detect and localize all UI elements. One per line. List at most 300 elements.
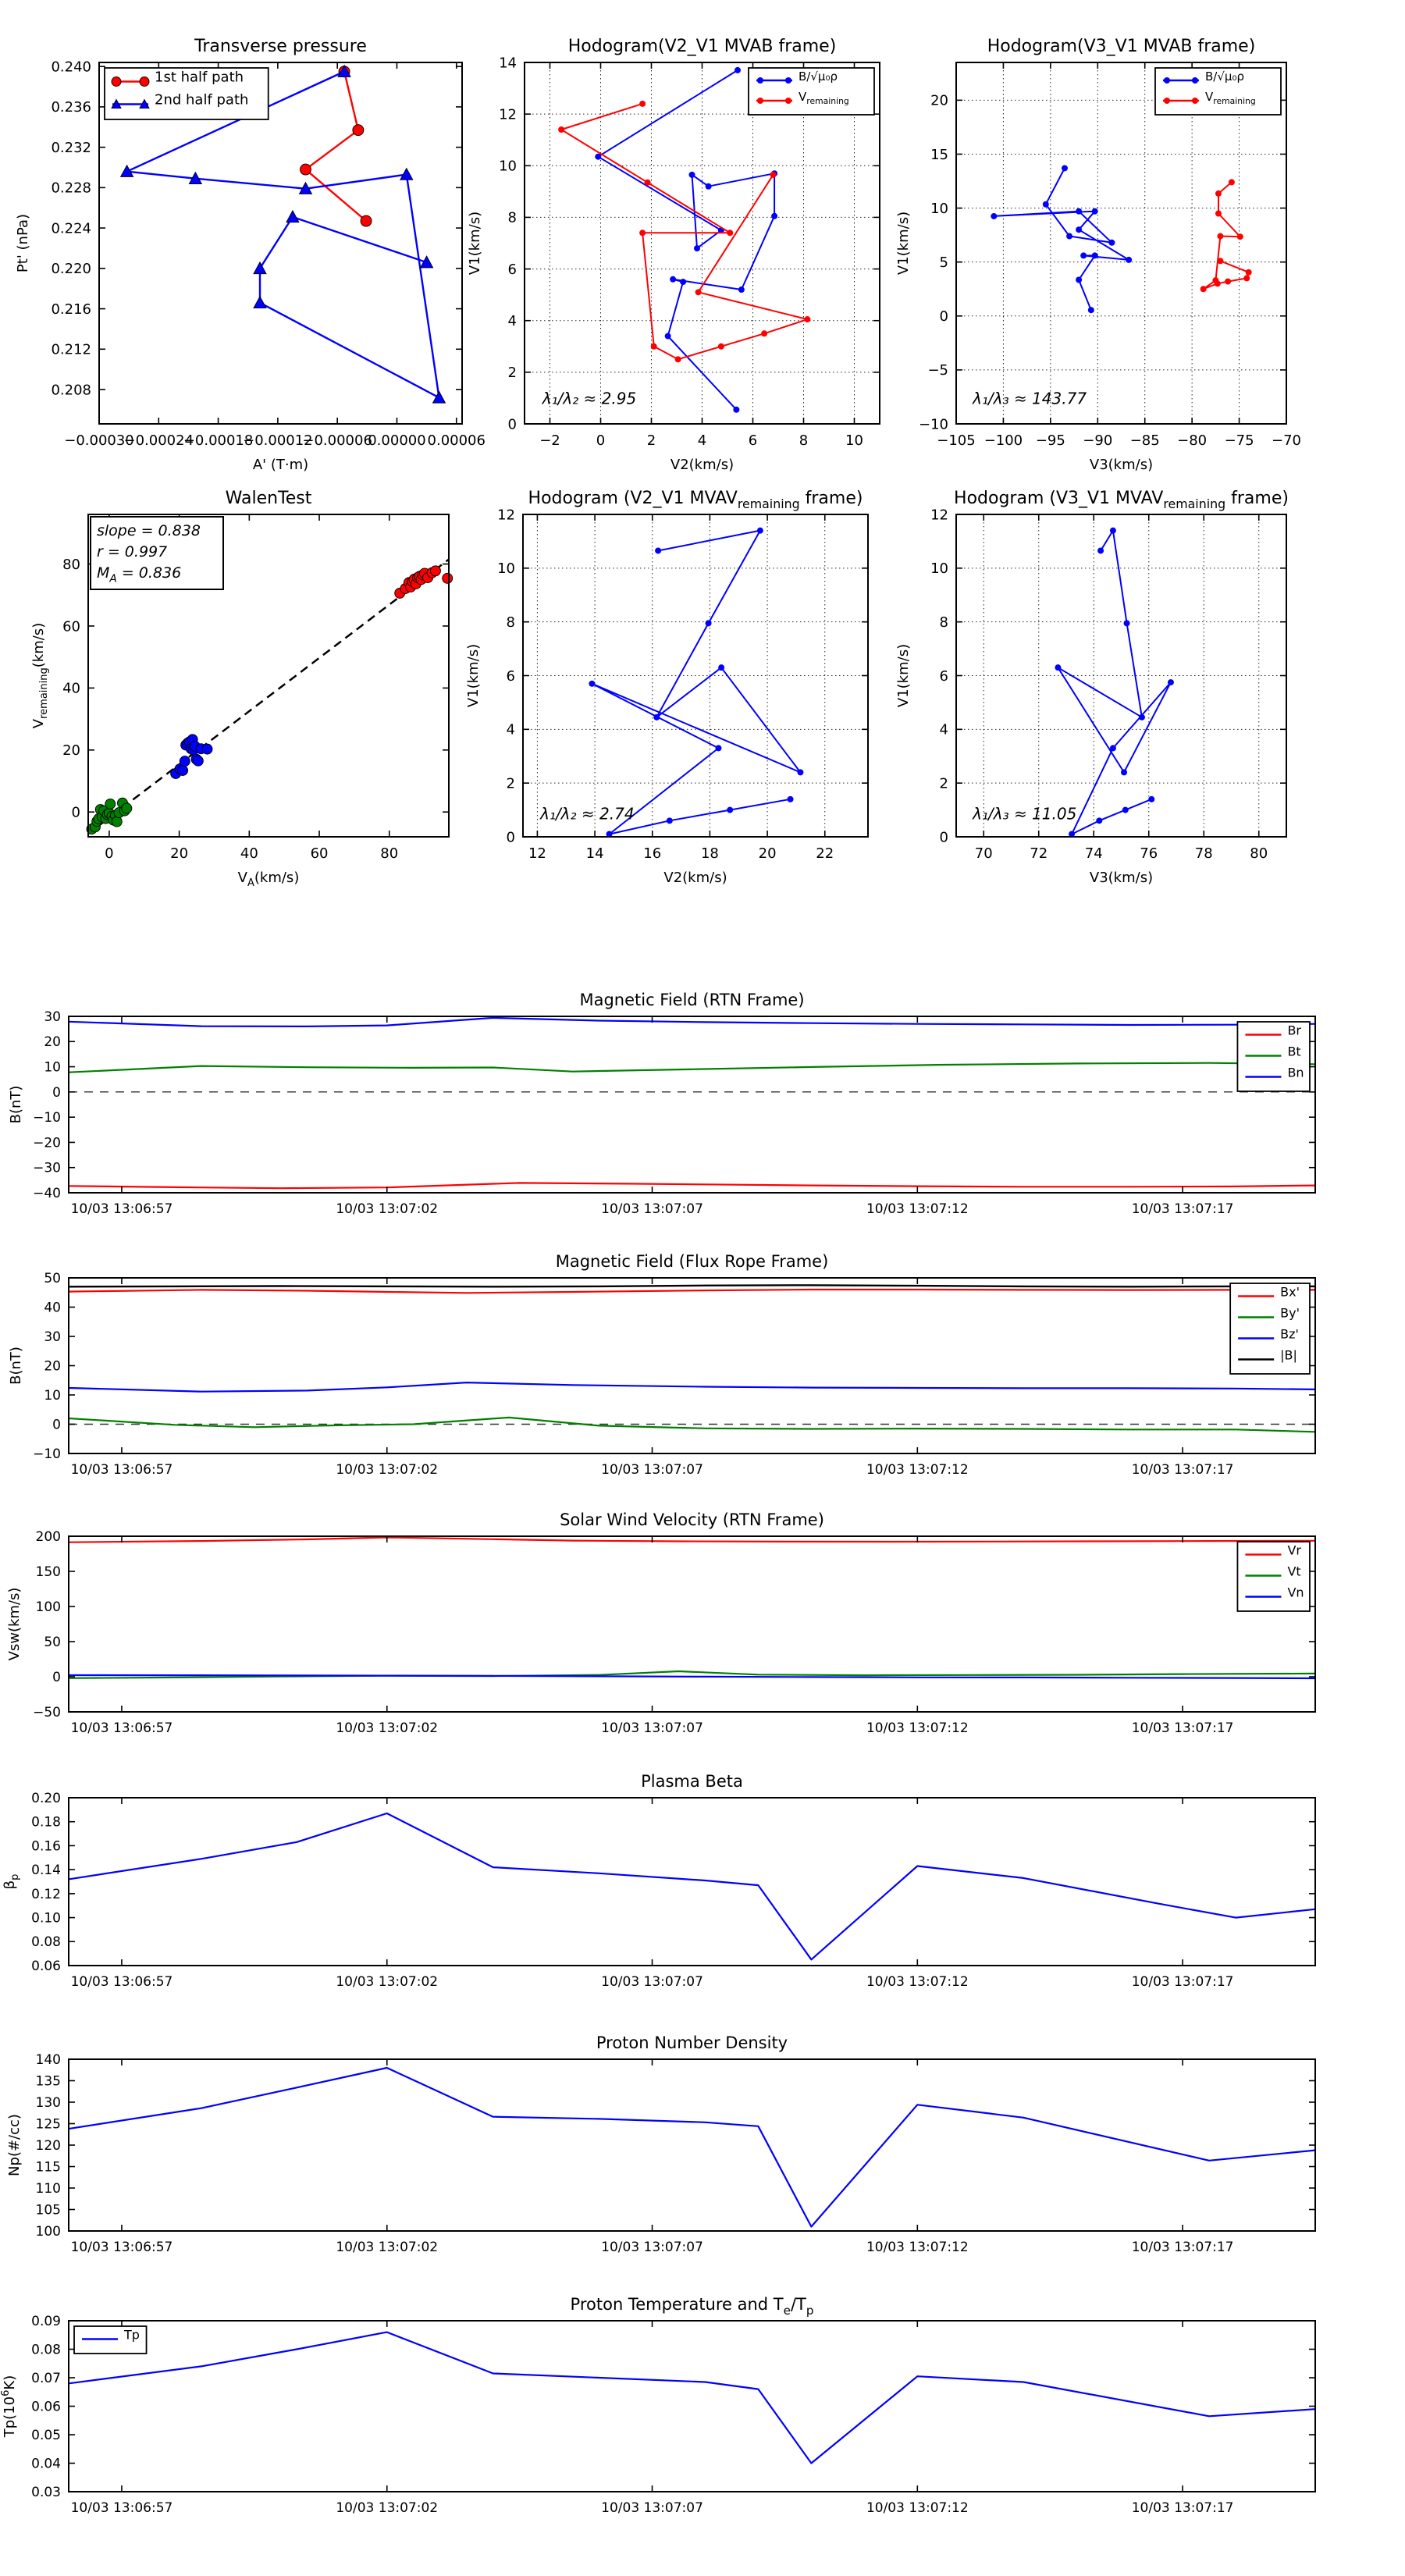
transverse_pressure-ylabel: Pt' (nPa) bbox=[15, 213, 31, 273]
b_flux_rope-x-tick-label: 10/03 13:07:12 bbox=[866, 1462, 969, 1478]
hodogram_v2v1_mvab-marker-V-remaining bbox=[675, 356, 681, 362]
hodogram_v3v1_mvav-marker-V-path bbox=[1122, 807, 1129, 813]
proton_temperature-x-tick-label: 10/03 13:07:02 bbox=[336, 2500, 439, 2516]
hodogram_v2v1_mvab-marker-V-remaining bbox=[645, 180, 651, 186]
hodogram_v3v1_mvab-y-tick-label: 15 bbox=[930, 146, 948, 163]
hodogram_v2v1_mvab-marker-B-over-sqrt-mu0rho bbox=[665, 333, 671, 340]
hodogram_v2v1_mvav-y-tick-label: 2 bbox=[506, 775, 515, 792]
proton_temperature-ylabel: $Tp(10^6K)$ bbox=[0, 2375, 18, 2438]
hodogram_v3v1_mvab-xlabel: V3(km/s) bbox=[1089, 457, 1154, 473]
walen_test-marker-cluster-green bbox=[122, 803, 132, 813]
hodogram_v2v1_mvav-y-tick-label: 8 bbox=[506, 614, 515, 631]
vsw_rtn-x-tick-label: 10/03 13:07:02 bbox=[336, 1720, 439, 1736]
hodogram_v2v1_mvav-y-tick-label: 6 bbox=[506, 667, 515, 685]
hodogram_v3v1_mvav-marker-V-path bbox=[1096, 817, 1102, 824]
hodogram_v3v1_mvab-legend bbox=[1155, 68, 1281, 115]
vsw_rtn-y-tick-label: 200 bbox=[35, 1528, 61, 1545]
transverse_pressure-y-tick-label: 0.236 bbox=[51, 99, 91, 116]
hodogram_v3v1_mvab-marker-V-remaining bbox=[1217, 233, 1223, 240]
hodogram_v3v1_mvav-x-tick-label: 80 bbox=[1250, 845, 1268, 862]
plasma_beta-x-tick-label: 10/03 13:07:12 bbox=[866, 1974, 969, 1990]
proton_temperature-legend-label: Tp bbox=[124, 2327, 140, 2343]
b_rtn-x-tick-label: 10/03 13:06:57 bbox=[70, 1201, 173, 1217]
hodogram_v2v1_mvav-annotation: λ₁/λ₂ ≈ 2.74 bbox=[540, 804, 635, 824]
vsw_rtn-x-tick-label: 10/03 13:07:12 bbox=[866, 1720, 969, 1736]
hodogram_v3v1_mvab-y-tick-label: 10 bbox=[930, 200, 948, 217]
hodogram_v2v1_mvav-y-tick-label: 12 bbox=[497, 507, 515, 524]
walen_test-stats-line: r = 0.997 bbox=[97, 543, 168, 560]
b_rtn-y-tick-label: −30 bbox=[33, 1160, 61, 1176]
hodogram_v3v1_mvav-annotation: λ₁/λ₃ ≈ 11.05 bbox=[973, 804, 1077, 824]
b_rtn-ylabel: B(nT) bbox=[8, 1085, 24, 1124]
vsw_rtn-y-tick-label: 0 bbox=[52, 1669, 61, 1685]
hodogram_v2v1_mvab-legend-marker bbox=[757, 77, 763, 84]
hodogram_v3v1_mvab-marker-V-remaining bbox=[1246, 269, 1252, 276]
b_rtn-y-tick-label: −10 bbox=[33, 1110, 61, 1126]
hodogram_v2v1_mvav-y-tick-label: 10 bbox=[497, 560, 515, 578]
proton_density-y-tick-label: 125 bbox=[35, 2116, 61, 2133]
plasma_beta-y-tick-label: 0.06 bbox=[31, 1958, 61, 1974]
b_flux_rope-legend-label: |B| bbox=[1280, 1347, 1297, 1363]
hodogram_v2v1_mvav-x-tick-label: 14 bbox=[585, 845, 604, 862]
transverse_pressure-legend-marker bbox=[140, 77, 149, 87]
hodogram_v2v1_mvab-x-tick-label: 10 bbox=[845, 432, 863, 449]
b_rtn-x-tick-label: 10/03 13:07:17 bbox=[1131, 1201, 1234, 1217]
walen_test-y-tick-label: 0 bbox=[71, 804, 80, 821]
b_flux_rope-y-tick-label: 30 bbox=[44, 1329, 61, 1345]
vsw_rtn-y-tick-label: 100 bbox=[35, 1599, 61, 1615]
hodogram_v2v1_mvav-marker-V-path bbox=[589, 681, 595, 687]
plasma_beta-x-tick-label: 10/03 13:07:07 bbox=[601, 1974, 703, 1990]
walen_test-marker-cluster-blue bbox=[202, 744, 212, 754]
hodogram_v2v1_mvav-marker-V-path bbox=[667, 817, 673, 824]
transverse_pressure-xlabel: A' (T·m) bbox=[252, 457, 309, 473]
hodogram_v3v1_mvav-ylabel: V1(km/s) bbox=[895, 643, 912, 708]
hodogram_v3v1_mvav-y-tick-label: 6 bbox=[939, 667, 948, 685]
b_flux_rope-legend bbox=[1230, 1283, 1310, 1374]
hodogram_v3v1_mvab-legend-marker bbox=[1164, 98, 1170, 104]
hodogram_v3v1_mvab-legend-label: $V_{remaining}$ bbox=[1205, 90, 1256, 107]
hodogram_v2v1_mvab-marker-B-over-sqrt-mu0rho bbox=[680, 279, 686, 285]
hodogram_v3v1_mvab-x-tick-label: −100 bbox=[984, 432, 1023, 449]
plasma_beta-title: Plasma Beta bbox=[641, 1772, 743, 1791]
walen_test-y-tick-label: 40 bbox=[62, 680, 80, 697]
hodogram_v3v1_mvab-marker-B-over-sqrt-mu0rho bbox=[1080, 252, 1087, 258]
hodogram_v3v1_mvab-x-tick-label: −85 bbox=[1129, 432, 1160, 449]
b_flux_rope-y-tick-label: 40 bbox=[44, 1300, 61, 1316]
b_rtn-x-tick-label: 10/03 13:07:07 bbox=[601, 1201, 703, 1217]
transverse_pressure-y-tick-label: 0.212 bbox=[51, 341, 91, 358]
plasma_beta-x-tick-label: 10/03 13:06:57 bbox=[70, 1974, 173, 1990]
transverse_pressure-y-tick-label: 0.216 bbox=[51, 301, 91, 318]
proton_temperature-y-tick-label: 0.03 bbox=[31, 2484, 61, 2500]
b_flux_rope-x-tick-label: 10/03 13:07:02 bbox=[336, 1462, 439, 1478]
b_flux_rope-legend-label: Bx' bbox=[1280, 1284, 1300, 1300]
hodogram_v3v1_mvab-x-tick-label: −95 bbox=[1035, 432, 1065, 449]
vsw_rtn-legend-label: Vt bbox=[1287, 1564, 1301, 1579]
hodogram_v3v1_mvab-marker-V-remaining bbox=[1225, 279, 1231, 285]
hodogram_v2v1_mvab-xlabel: V2(km/s) bbox=[670, 457, 735, 473]
hodogram_v3v1_mvab-y-tick-label: −5 bbox=[927, 362, 948, 379]
hodogram_v3v1_mvab-x-tick-label: −75 bbox=[1224, 432, 1254, 449]
walen_test-y-tick-label: 20 bbox=[62, 742, 80, 760]
proton_density-y-tick-label: 140 bbox=[35, 2051, 61, 2068]
proton_density-title: Proton Number Density bbox=[596, 2033, 788, 2052]
transverse_pressure-y-tick-label: 0.232 bbox=[51, 139, 91, 156]
hodogram_v2v1_mvab-marker-V-remaining bbox=[718, 343, 724, 350]
hodogram_v3v1_mvab-legend-marker bbox=[1192, 77, 1198, 84]
hodogram_v3v1_mvab-y-tick-label: 0 bbox=[939, 308, 948, 326]
hodogram_v3v1_mvav-marker-V-path bbox=[1055, 664, 1061, 671]
hodogram_v3v1_mvav-marker-V-path bbox=[1124, 620, 1130, 626]
walen_test-stats-line: slope = 0.838 bbox=[97, 522, 201, 539]
hodogram_v3v1_mvab-marker-B-over-sqrt-mu0rho bbox=[1126, 257, 1132, 263]
proton_temperature-y-tick-label: 0.05 bbox=[31, 2427, 61, 2443]
hodogram_v2v1_mvav-x-tick-label: 12 bbox=[528, 845, 546, 862]
hodogram_v2v1_mvab-y-tick-label: 14 bbox=[499, 55, 517, 72]
hodogram_v2v1_mvab-legend-marker bbox=[785, 98, 791, 104]
hodogram_v3v1_mvav-y-tick-label: 8 bbox=[939, 614, 948, 631]
proton_temperature-legend bbox=[74, 2326, 147, 2354]
hodogram_v3v1_mvab-x-tick-label: −70 bbox=[1272, 432, 1301, 449]
proton_density-x-tick-label: 10/03 13:07:12 bbox=[866, 2240, 969, 2255]
hodogram_v2v1_mvab-marker-B-over-sqrt-mu0rho bbox=[694, 245, 700, 251]
transverse_pressure-marker-1st-half-path bbox=[300, 164, 311, 175]
hodogram_v3v1_mvav-x-tick-label: 74 bbox=[1084, 845, 1103, 862]
hodogram_v3v1_mvab-marker-B-over-sqrt-mu0rho bbox=[1066, 233, 1072, 240]
hodogram_v3v1_mvab-marker-B-over-sqrt-mu0rho bbox=[1062, 165, 1068, 171]
hodogram_v3v1_mvav-xlabel: V3(km/s) bbox=[1089, 870, 1154, 886]
plasma_beta-y-tick-label: 0.20 bbox=[31, 1790, 61, 1806]
hodogram_v3v1_mvav-y-tick-label: 10 bbox=[930, 560, 948, 578]
transverse_pressure-y-tick-label: 0.228 bbox=[51, 180, 91, 197]
hodogram_v2v1_mvab-marker-B-over-sqrt-mu0rho bbox=[706, 183, 712, 190]
proton_density-y-tick-label: 105 bbox=[35, 2202, 61, 2218]
b_flux_rope-y-tick-label: −10 bbox=[33, 1446, 61, 1462]
b_rtn-legend-label: Br bbox=[1287, 1023, 1302, 1038]
hodogram_v2v1_mvab-x-tick-label: 0 bbox=[596, 432, 606, 449]
walen_test-marker-cluster-red bbox=[430, 566, 440, 576]
hodogram_v3v1_mvav-y-tick-label: 4 bbox=[939, 721, 948, 738]
hodogram_v3v1_mvav-y-tick-label: 12 bbox=[930, 507, 948, 524]
b_rtn-y-tick-label: −40 bbox=[33, 1185, 61, 1201]
hodogram_v3v1_mvav-marker-V-path bbox=[1168, 679, 1174, 685]
hodogram_v2v1_mvav-x-tick-label: 18 bbox=[700, 845, 719, 862]
b_rtn-y-tick-label: 0 bbox=[52, 1084, 61, 1101]
proton_density-x-tick-label: 10/03 13:07:02 bbox=[336, 2240, 439, 2255]
vsw_rtn-x-tick-label: 10/03 13:07:07 bbox=[601, 1720, 703, 1736]
hodogram_v2v1_mvab-annotation: λ₁/λ₂ ≈ 2.95 bbox=[542, 389, 637, 408]
walen_test-y-tick-label: 60 bbox=[62, 618, 80, 635]
b_flux_rope-legend-label: Bz' bbox=[1280, 1326, 1299, 1342]
hodogram_v3v1_mvab-marker-V-remaining bbox=[1215, 210, 1222, 216]
plasma_beta-x-tick-label: 10/03 13:07:02 bbox=[336, 1974, 439, 1990]
hodogram_v2v1_mvab-x-tick-label: 2 bbox=[646, 432, 656, 449]
hodogram_v3v1_mvav-x-tick-label: 78 bbox=[1194, 845, 1213, 862]
hodogram_v2v1_mvab-marker-V-remaining bbox=[695, 289, 702, 295]
hodogram_v3v1_mvav-y-tick-label: 0 bbox=[939, 829, 948, 846]
hodogram_v2v1_mvav-x-tick-label: 16 bbox=[643, 845, 662, 862]
hodogram_v2v1_mvab-marker-V-remaining bbox=[761, 330, 767, 336]
transverse_pressure-legend-label: 1st half path bbox=[155, 69, 244, 86]
hodogram_v3v1_mvav-marker-V-path bbox=[1110, 745, 1116, 751]
plasma_beta-y-tick-label: 0.12 bbox=[31, 1886, 61, 1902]
hodogram_v3v1_mvav-x-tick-label: 76 bbox=[1140, 845, 1158, 862]
proton_temperature-x-tick-label: 10/03 13:07:17 bbox=[1131, 2500, 1234, 2516]
hodogram_v3v1_mvab-marker-V-remaining bbox=[1217, 258, 1223, 264]
transverse_pressure-x-tick-label: 0.00006 bbox=[427, 432, 486, 449]
vsw_rtn-y-tick-label: 50 bbox=[44, 1634, 61, 1650]
proton_temperature-x-tick-label: 10/03 13:07:07 bbox=[601, 2500, 703, 2516]
hodogram_v2v1_mvab-marker-B-over-sqrt-mu0rho bbox=[595, 154, 601, 160]
hodogram_v2v1_mvav-marker-V-path bbox=[655, 547, 661, 553]
vsw_rtn-y-tick-label: −50 bbox=[33, 1704, 61, 1720]
hodogram_v2v1_mvav-ylabel: V1(km/s) bbox=[465, 643, 482, 708]
b_rtn-x-tick-label: 10/03 13:07:12 bbox=[866, 1201, 969, 1217]
hodogram_v2v1_mvab-marker-B-over-sqrt-mu0rho bbox=[733, 407, 739, 413]
b_rtn-y-tick-label: 20 bbox=[44, 1034, 61, 1051]
vsw_rtn-x-tick-label: 10/03 13:06:57 bbox=[70, 1720, 173, 1736]
walen_test-xlabel: $V_A(km/s)$ bbox=[237, 870, 300, 889]
b_rtn-y-tick-label: −20 bbox=[33, 1135, 61, 1151]
vsw_rtn-ylabel: Vsw(km/s) bbox=[6, 1587, 23, 1661]
b_flux_rope-legend-label: By' bbox=[1280, 1305, 1300, 1321]
hodogram_v3v1_mvab-ylabel: V1(km/s) bbox=[895, 211, 912, 276]
walen_test-x-tick-label: 80 bbox=[380, 845, 399, 862]
hodogram_v3v1_mvab-marker-B-over-sqrt-mu0rho bbox=[1088, 307, 1094, 313]
walen_test-x-tick-label: 0 bbox=[105, 845, 114, 862]
hodogram_v3v1_mvab-y-tick-label: 20 bbox=[930, 92, 948, 109]
hodogram_v3v1_mvab-marker-B-over-sqrt-mu0rho bbox=[1092, 208, 1098, 215]
proton_density-x-tick-label: 10/03 13:07:07 bbox=[601, 2240, 703, 2255]
hodogram_v2v1_mvab-y-tick-label: 2 bbox=[507, 365, 517, 382]
proton_density-y-tick-label: 130 bbox=[35, 2094, 61, 2111]
hodogram_v2v1_mvav-y-tick-label: 0 bbox=[506, 829, 515, 846]
hodogram_v2v1_mvav-marker-V-path bbox=[715, 745, 721, 751]
hodogram_v3v1_mvab-marker-B-over-sqrt-mu0rho bbox=[1076, 276, 1082, 283]
hodogram_v2v1_mvab-marker-V-remaining bbox=[770, 172, 777, 178]
vsw_rtn-y-tick-label: 150 bbox=[35, 1564, 61, 1580]
b_rtn-y-tick-label: 10 bbox=[44, 1059, 61, 1076]
hodogram_v2v1_mvav-marker-V-path bbox=[788, 796, 794, 802]
hodogram_v2v1_mvab-marker-V-remaining bbox=[639, 229, 646, 236]
proton_temperature-x-tick-label: 10/03 13:06:57 bbox=[70, 2500, 173, 2516]
b_rtn-legend bbox=[1237, 1022, 1310, 1091]
proton_temperature-y-tick-label: 0.06 bbox=[31, 2399, 61, 2415]
b_flux_rope-ylabel: B(nT) bbox=[8, 1347, 24, 1385]
hodogram_v3v1_mvab-marker-B-over-sqrt-mu0rho bbox=[1076, 208, 1082, 215]
transverse_pressure-y-tick-label: 0.208 bbox=[51, 382, 91, 399]
hodogram_v3v1_mvab-x-tick-label: −90 bbox=[1083, 432, 1113, 449]
hodogram_v2v1_mvab-marker-B-over-sqrt-mu0rho bbox=[735, 67, 741, 73]
hodogram_v2v1_mvav-x-tick-label: 20 bbox=[758, 845, 777, 862]
proton_temperature-y-tick-label: 0.08 bbox=[31, 2342, 61, 2358]
hodogram_v2v1_mvab-x-tick-label: 4 bbox=[697, 432, 707, 449]
transverse_pressure-title: Transverse pressure bbox=[194, 37, 367, 56]
proton_density-y-tick-label: 115 bbox=[35, 2159, 61, 2176]
hodogram_v2v1_mvav-marker-V-path bbox=[718, 664, 724, 671]
hodogram_v2v1_mvab-y-tick-label: 6 bbox=[507, 261, 517, 278]
walen_test-x-tick-label: 20 bbox=[170, 845, 189, 862]
proton_density-y-tick-label: 135 bbox=[35, 2073, 61, 2090]
walen_test-title: WalenTest bbox=[225, 489, 312, 508]
vsw_rtn-legend-label: Vn bbox=[1287, 1585, 1304, 1600]
proton_temperature-x-tick-label: 10/03 13:07:12 bbox=[866, 2500, 969, 2516]
hodogram_v3v1_mvav-marker-V-path bbox=[1097, 547, 1104, 553]
plasma_beta-y-tick-label: 0.14 bbox=[31, 1863, 61, 1879]
walen_test-marker-cluster-blue bbox=[178, 766, 188, 776]
transverse_pressure-x-tick-label: −0.00030 bbox=[64, 432, 134, 449]
hodogram_v2v1_mvab-y-tick-label: 0 bbox=[507, 416, 517, 433]
proton_density-y-tick-label: 120 bbox=[35, 2137, 61, 2154]
hodogram_v3v1_mvab-marker-V-remaining bbox=[1229, 179, 1235, 185]
transverse_pressure-x-tick-label: −0.00018 bbox=[183, 432, 254, 449]
hodogram_v3v1_mvab-x-tick-label: −80 bbox=[1177, 432, 1208, 449]
hodogram_v2v1_mvav-xlabel: V2(km/s) bbox=[663, 870, 727, 886]
walen_test-marker-cluster-blue bbox=[180, 756, 190, 767]
plasma_beta-y-tick-label: 0.18 bbox=[31, 1814, 61, 1831]
hodogram_v3v1_mvab-x-tick-label: −105 bbox=[937, 432, 976, 449]
hodogram_v3v1_mvav-marker-V-path bbox=[1139, 714, 1145, 720]
hodogram_v2v1_mvab-x-tick-label: −2 bbox=[539, 432, 560, 449]
b_rtn-title: Magnetic Field (RTN Frame) bbox=[579, 991, 805, 1009]
hodogram_v2v1_mvab-y-tick-label: 12 bbox=[499, 106, 517, 123]
b_flux_rope-title: Magnetic Field (Flux Rope Frame) bbox=[555, 1252, 829, 1271]
hodogram_v2v1_mvab-legend-label: $V_{remaining}$ bbox=[799, 90, 849, 107]
hodogram_v2v1_mvab-marker-V-remaining bbox=[727, 229, 733, 236]
hodogram_v3v1_mvab-marker-B-over-sqrt-mu0rho bbox=[1108, 240, 1115, 246]
hodogram_v2v1_mvab-y-tick-label: 4 bbox=[507, 313, 517, 330]
transverse_pressure-legend-marker bbox=[112, 77, 121, 87]
transverse_pressure-legend bbox=[105, 68, 269, 119]
hodogram_v2v1_mvab-marker-B-over-sqrt-mu0rho bbox=[771, 213, 777, 219]
hodogram_v2v1_mvab-y-tick-label: 10 bbox=[499, 158, 517, 175]
walen_test-x-tick-label: 40 bbox=[240, 845, 258, 862]
hodogram_v2v1_mvab-legend-marker bbox=[757, 98, 763, 104]
transverse_pressure-marker-1st-half-path bbox=[353, 125, 364, 136]
walen_test-marker-cluster-blue bbox=[193, 756, 203, 766]
hodogram_v3v1_mvav-marker-V-path bbox=[1110, 528, 1116, 534]
hodogram_v2v1_mvab-marker-B-over-sqrt-mu0rho bbox=[689, 172, 695, 178]
hodogram_v3v1_mvab-marker-V-remaining bbox=[1237, 233, 1243, 240]
walen_test-ylabel: $V_{remaining}(km/s)$ bbox=[30, 622, 50, 729]
hodogram_v3v1_mvav-x-tick-label: 72 bbox=[1030, 845, 1048, 862]
hodogram_v2v1_mvab-marker-B-over-sqrt-mu0rho bbox=[738, 286, 745, 293]
hodogram_v2v1_mvab-legend-marker bbox=[785, 77, 791, 84]
hodogram_v3v1_mvav-y-tick-label: 2 bbox=[939, 775, 948, 792]
b_flux_rope-y-tick-label: 20 bbox=[44, 1358, 61, 1375]
walen_test-stats-line: $M_A = 0.836$ bbox=[97, 564, 182, 585]
b_flux_rope-x-tick-label: 10/03 13:07:07 bbox=[601, 1462, 703, 1478]
vsw_rtn-legend bbox=[1237, 1542, 1310, 1611]
hodogram_v3v1_mvav-marker-V-path bbox=[1121, 769, 1127, 775]
hodogram_v2v1_mvab-ylabel: V1(km/s) bbox=[467, 211, 483, 276]
b_rtn-legend-label: Bn bbox=[1287, 1065, 1304, 1080]
proton_temperature-title: Proton Temperature and $T_e/T_p$ bbox=[570, 2295, 814, 2318]
plasma_beta-ylabel: $\beta_p$ bbox=[2, 1873, 21, 1890]
hodogram_v2v1_mvab-x-tick-label: 8 bbox=[799, 432, 809, 449]
hodogram_v3v1_mvav-marker-V-path bbox=[1148, 796, 1154, 802]
proton_density-ylabel: Np(#/cc) bbox=[6, 2114, 23, 2176]
hodogram_v3v1_mvab-title: Hodogram(V3_V1 MVAB frame) bbox=[987, 37, 1256, 56]
b_rtn-legend-label: Bt bbox=[1287, 1044, 1301, 1059]
hodogram_v2v1_mvab-marker-V-remaining bbox=[639, 101, 646, 107]
vsw_rtn-title: Solar Wind Velocity (RTN Frame) bbox=[560, 1510, 824, 1529]
hodogram_v3v1_mvab-marker-V-remaining bbox=[1215, 280, 1221, 286]
walen_test-y-tick-label: 80 bbox=[62, 556, 80, 573]
proton_temperature-y-tick-label: 0.04 bbox=[31, 2456, 61, 2472]
b_flux_rope-y-tick-label: 50 bbox=[44, 1270, 61, 1286]
transverse_pressure-y-tick-label: 0.220 bbox=[51, 261, 91, 278]
hodogram_v3v1_mvab-legend-label: B/√μ₀ρ bbox=[1205, 69, 1244, 84]
hodogram_v2v1_mvab-y-tick-label: 8 bbox=[507, 209, 517, 226]
proton_temperature-y-tick-label: 0.07 bbox=[31, 2370, 61, 2386]
hodogram_v3v1_mvav-title: Hodogram (V3_V1 $MVAV_{remaining}$ frame) bbox=[954, 489, 1289, 512]
transverse_pressure-y-tick-label: 0.224 bbox=[51, 220, 91, 237]
hodogram_v2v1_mvav-marker-V-path bbox=[797, 769, 803, 775]
hodogram_v3v1_mvab-marker-V-remaining bbox=[1200, 286, 1207, 292]
walen_test-marker-cluster-green bbox=[105, 799, 116, 809]
proton_temperature-y-tick-label: 0.09 bbox=[31, 2313, 61, 2329]
hodogram_v2v1_mvab-legend-label: B/√μ₀ρ bbox=[799, 69, 838, 84]
plasma_beta-x-tick-label: 10/03 13:07:17 bbox=[1131, 1974, 1234, 1990]
hodogram_v2v1_mvav-title: Hodogram (V2_V1 $MVAV_{remaining}$ frame) bbox=[528, 489, 863, 512]
transverse_pressure-y-tick-label: 0.240 bbox=[51, 59, 91, 76]
hodogram_v2v1_mvav-marker-V-path bbox=[727, 807, 733, 813]
transverse_pressure-x-tick-label: −0.00024 bbox=[123, 432, 194, 449]
plasma_beta-y-tick-label: 0.10 bbox=[31, 1910, 61, 1927]
walen_test-stats-box bbox=[91, 517, 223, 589]
hodogram_v2v1_mvab-marker-V-remaining bbox=[558, 126, 564, 133]
plasma_beta-y-tick-label: 0.16 bbox=[31, 1838, 61, 1855]
transverse_pressure-marker-1st-half-path bbox=[361, 215, 372, 226]
hodogram_v3v1_mvav-x-tick-label: 70 bbox=[974, 845, 993, 862]
plasma_beta-y-tick-label: 0.08 bbox=[31, 1934, 61, 1951]
transverse_pressure-legend-label: 2nd half path bbox=[155, 91, 249, 109]
hodogram_v3v1_mvab-marker-B-over-sqrt-mu0rho bbox=[991, 213, 997, 219]
transverse_pressure-x-tick-label: −0.00012 bbox=[243, 432, 313, 449]
vsw_rtn-legend-label: Vr bbox=[1287, 1542, 1301, 1558]
hodogram_v2v1_mvab-marker-V-remaining bbox=[651, 343, 657, 350]
walen_test-marker-cluster-green bbox=[112, 817, 122, 827]
vsw_rtn-x-tick-label: 10/03 13:07:17 bbox=[1131, 1720, 1234, 1736]
hodogram_v2v1_mvab-x-tick-label: 6 bbox=[748, 432, 758, 449]
proton_density-y-tick-label: 110 bbox=[35, 2180, 61, 2197]
hodogram_v2v1_mvab-legend bbox=[749, 68, 874, 115]
hodogram_v2v1_mvav-y-tick-label: 4 bbox=[506, 721, 515, 738]
proton_density-x-tick-label: 10/03 13:06:57 bbox=[70, 2240, 173, 2255]
transverse_pressure-x-tick-label: 0.00000 bbox=[368, 432, 426, 449]
hodogram_v2v1_mvab-marker-V-remaining bbox=[804, 316, 810, 322]
hodogram_v3v1_mvab-legend-marker bbox=[1164, 77, 1170, 84]
hodogram_v3v1_mvab-y-tick-label: 5 bbox=[939, 254, 948, 271]
hodogram_v3v1_mvab-annotation: λ₁/λ₃ ≈ 143.77 bbox=[973, 389, 1087, 408]
hodogram_v2v1_mvav-x-tick-label: 22 bbox=[816, 845, 834, 862]
hodogram_v3v1_mvab-legend-marker bbox=[1192, 98, 1198, 104]
hodogram_v3v1_mvab-marker-B-over-sqrt-mu0rho bbox=[1092, 252, 1098, 258]
walen_test-marker-cluster-red bbox=[443, 573, 453, 583]
hodogram_v2v1_mvav-marker-V-path bbox=[653, 714, 660, 720]
transverse_pressure-x-tick-label: −0.00006 bbox=[302, 432, 372, 449]
b_flux_rope-x-tick-label: 10/03 13:06:57 bbox=[70, 1462, 173, 1478]
hodogram_v2v1_mvab-title: Hodogram(V2_V1 MVAB frame) bbox=[567, 37, 837, 56]
b_rtn-x-tick-label: 10/03 13:07:02 bbox=[336, 1201, 439, 1217]
b_rtn-y-tick-label: 30 bbox=[44, 1009, 61, 1025]
hodogram_v3v1_mvab-marker-B-over-sqrt-mu0rho bbox=[1076, 226, 1082, 233]
hodogram_v3v1_mvab-marker-V-remaining bbox=[1243, 275, 1250, 281]
b_flux_rope-y-tick-label: 0 bbox=[52, 1417, 61, 1433]
proton_density-x-tick-label: 10/03 13:07:17 bbox=[1131, 2240, 1234, 2255]
